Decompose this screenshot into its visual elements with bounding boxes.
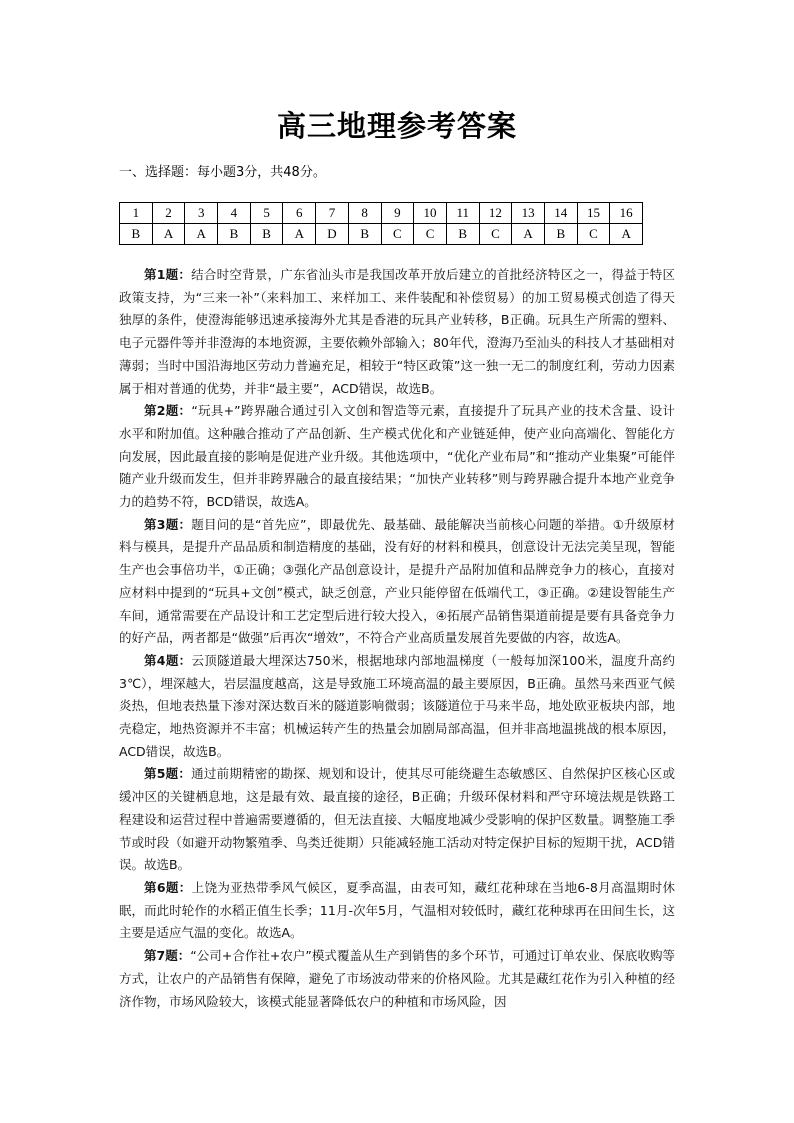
question-number-cell: 16 (610, 203, 643, 224)
explanation-paragraph (119, 514, 675, 650)
explanation-paragraph (119, 763, 675, 877)
section-heading: 一、选择题：每小题3分，共48分。 (119, 165, 326, 180)
explanation-text: 通过前期精密的勘探、规划和设计，使其尽可能绕避生态敏感区、自然保护区核心区或缓冲区的关键栖息地，这是最有效、最直接的途径，B正确；升级环保材料和严守环境法规是铁路工程建设和运营过程中普遍需要遵循的，但无法直接、大幅度地减少受影响的保护区数量。调整施工季节或时段（如避开动物繁殖季、鸟类迁徙期）只能减轻施工活动对特定保护目标的短期干扰，ACD错误。故选B。 (119, 766, 675, 873)
question-label: 第7题： (144, 948, 191, 964)
answer-cell: B (446, 224, 479, 245)
question-number-cell: 4 (218, 203, 251, 224)
explanation-paragraph (119, 877, 675, 945)
question-label: 第6题： (144, 879, 192, 895)
answer-row (120, 224, 643, 245)
question-label: 第5题： (144, 766, 192, 782)
question-number-cell: 11 (446, 203, 479, 224)
answer-cell: B (218, 224, 251, 245)
question-label: 第1题： (144, 267, 192, 282)
question-number-cell: 2 (152, 203, 185, 224)
explanation-paragraph (119, 945, 675, 1013)
answer-cell: A (610, 224, 643, 245)
explanation-paragraph (119, 400, 675, 514)
question-number-cell: 7 (316, 203, 349, 224)
explanations (119, 264, 675, 1013)
answer-cell: B (120, 224, 153, 245)
question-number-cell: 5 (250, 203, 283, 224)
answer-cell: B (250, 224, 283, 245)
question-label: 第3题： (144, 516, 192, 532)
answer-cell: C (414, 224, 447, 245)
explanation-text: 上饶为亚热带季风气候区，夏季高温，由表可知，藏红花种球在当地6-8月高温期时休眠，而此时轮作的水稻正值生长季；11月-次年5月，气温相对较低时，藏红花种球再在田间生长，这主要是适应气温的变化。故选A。 (119, 879, 675, 941)
question-number-cell: 1 (120, 203, 153, 224)
answer-cell: A (185, 224, 218, 245)
question-number-cell: 3 (185, 203, 218, 224)
question-label: 第2题： (144, 403, 192, 419)
explanation-paragraph (119, 264, 675, 400)
question-number-cell: 12 (479, 203, 512, 224)
explanation-text: “公司+合作社+农户”模式覆盖从生产到销售的多个环节，可通过订单农业、保底收购等方式，让农户的产品销售有保障，避免了市场波动带来的价格风险。尤其是藏红花作为引入种植的经济作物，市场风险较大，该模式能显著降低农户的种植和市场风险，因 (119, 948, 675, 1009)
answer-cell: A (283, 224, 316, 245)
answer-cell: B (348, 224, 381, 245)
answer-cell: C (479, 224, 512, 245)
answer-cell: A (152, 224, 185, 245)
answer-cell: D (316, 224, 349, 245)
question-number-cell: 8 (348, 203, 381, 224)
question-number-cell: 6 (283, 203, 316, 224)
explanation-text: “玩具+”跨界融合通过引入文创和智造等元素，直接提升了玩具产业的技术含量、设计水平和附加值。这种融合推动了产品创新、生产模式优化和产业链延伸，使产业向高端化、智能化方向发展，因此最直接的影响是促进产业升级。其他选项中，“优化产业布局”和“推动产业集聚”可能伴随产业升级而发生，但并非跨界融合的最直接结果；“加快产业转移”则与跨界融合提升本地产业竞争力的趋势不符，BCD错误，故选A。 (119, 403, 675, 510)
question-number-cell: 9 (381, 203, 414, 224)
explanation-text: 云顶隧道最大埋深达750米，根据地球内部地温梯度（一般每加深100米，温度升高约3℃），埋深越大，岩层温度越高，这是导致施工环境高温的最主要原因，B正确。虽然马来西亚气候炎热，但地表热量下渗对深达数百米的隧道影响微弱；该隧道位于马来半岛，地处欧亚板块内部，地壳稳定，地热资源并不丰富；机械运转产生的热量会加剧局部高温，但并非高地温挑战的根本原因，ACD错误，故选B。 (119, 652, 675, 759)
question-number-cell: 14 (544, 203, 577, 224)
explanation-text: 结合时空背景，广东省汕头市是我国改革开放后建立的首批经济特区之一，得益于特区政策支持，为“三来一补”（来料加工、来样加工、来件装配和补偿贸易）的加工贸易模式创造了得天独厚的条件，使澄海能够迅速承接海外尤其是香港的玩具产业转移，B正确。玩具生产所需的塑料、电子元器件等并非澄海的本地资源，主要依赖外部输入；80年代，澄海乃至汕头的科技人才基础相对薄弱；当时中国沿海地区劳动力普遍充足，相较于“特区政策”这一独一无二的制度红利，劳动力因素属于相对普通的优势，并非“最主要”，ACD错误，故选B。 (119, 267, 675, 396)
explanation-paragraph (119, 650, 675, 764)
answer-cell: C (381, 224, 414, 245)
explanation-text: 题目问的是“首先应”，即最优先、最基础、最能解决当前核心问题的举措。①升级原材料与模具，是提升产品品质和制造精度的基础，没有好的材料和模具，创意设计无法完美呈现，智能生产也会事倍功半，①正确；③强化产品创意设计，是提升产品附加值和品牌竞争力的核心，直接对应材料中提到的“玩具+文创”模式，缺乏创意，产业只能停留在低端代工，③正确。②建设智能生产车间，通常需要在产品设计和工艺定型后进行较大投入，④拓展产品销售渠道前提是要有具备竞争力的好产品，两者都是“做强”后再次“增效”，不符合产业高质量发展首先要做的内容，故选A。 (119, 516, 675, 646)
question-number-cell: 10 (414, 203, 447, 224)
answer-cell: B (544, 224, 577, 245)
question-number-row (120, 203, 643, 224)
answer-cell: C (577, 224, 610, 245)
question-number-cell: 13 (512, 203, 545, 224)
answer-cell: A (512, 224, 545, 245)
question-number-cell: 15 (577, 203, 610, 224)
question-label: 第4题： (144, 652, 192, 668)
answer-table (119, 202, 643, 245)
page-title: 高三地理参考答案 (276, 109, 517, 143)
